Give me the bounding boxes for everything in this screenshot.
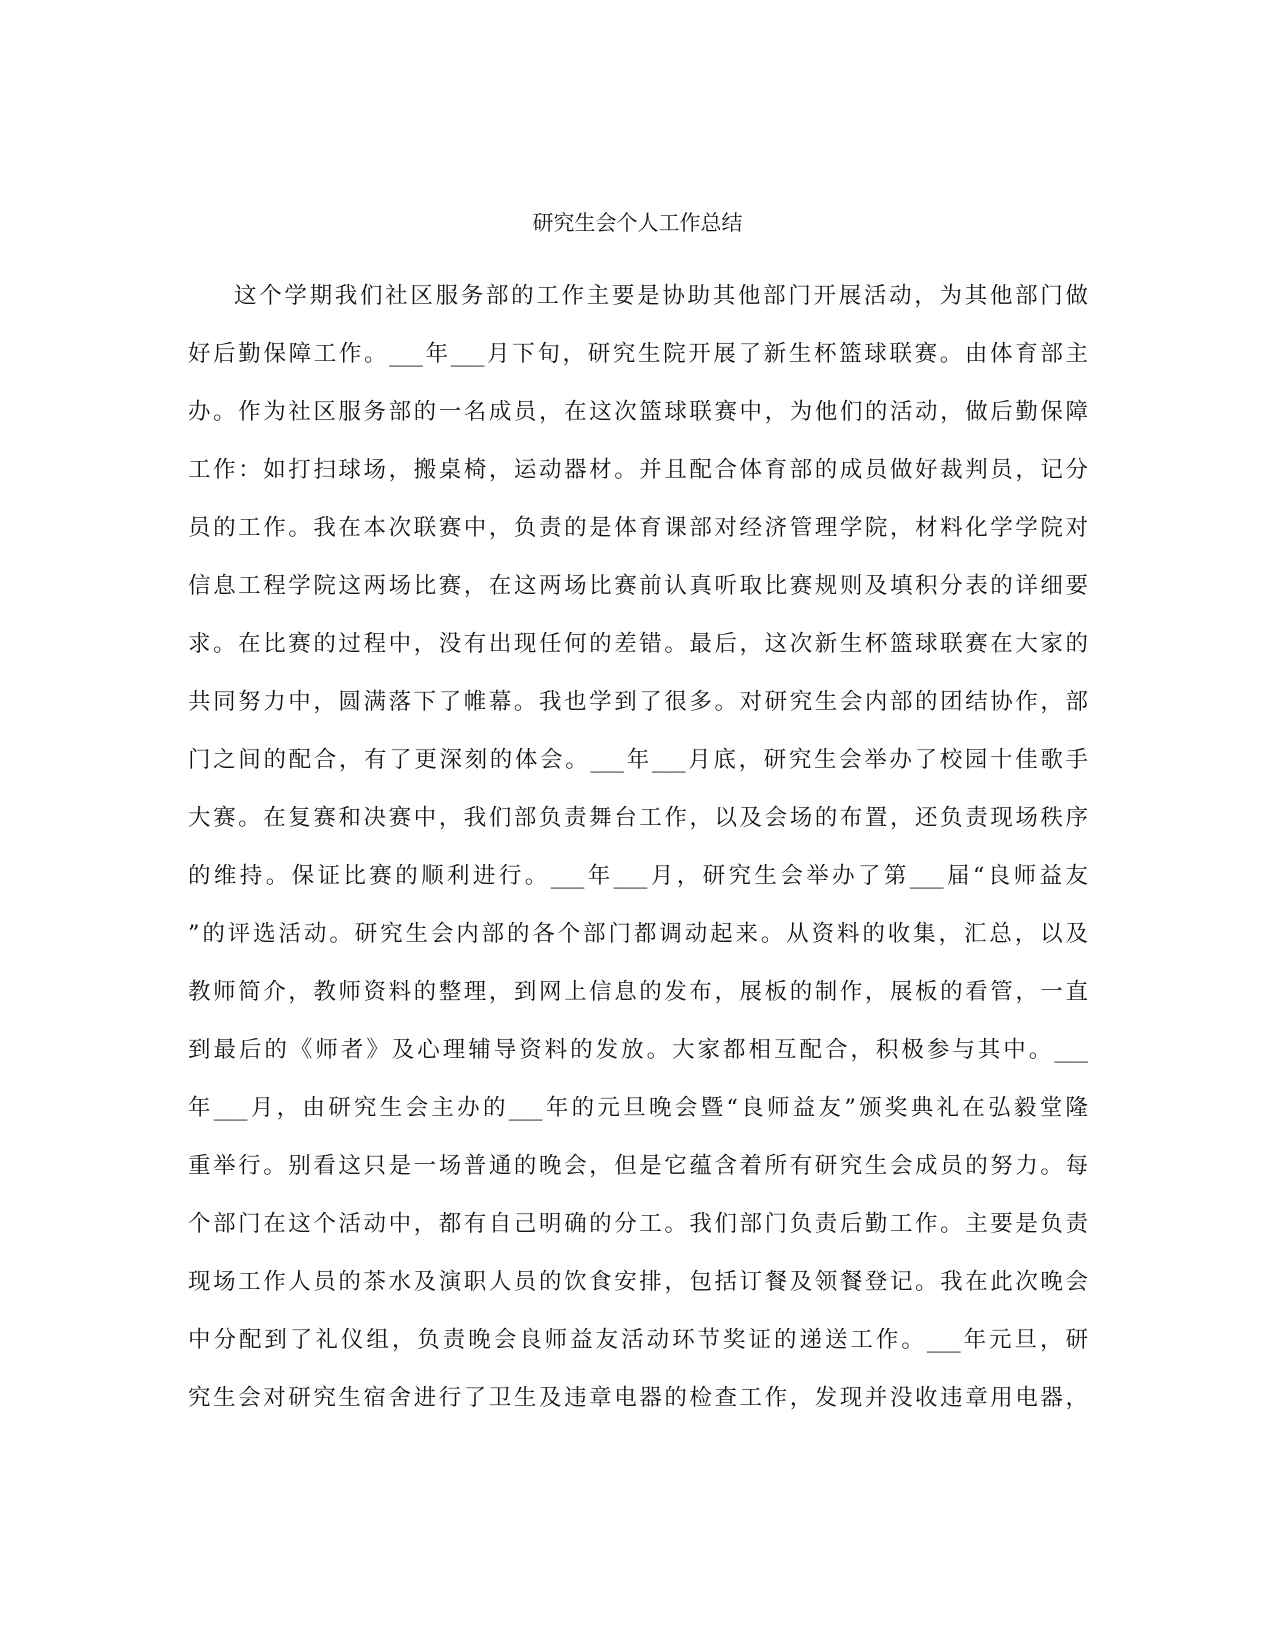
body-line: 的维持。保证比赛的顺利进行。___年___月，研究生会举办了第___届“良师益友	[188, 863, 1088, 889]
body-line: 重举行。别看这只是一场普通的晚会，但是它蕴含着所有研究生会成员的努力。每	[188, 1153, 1088, 1179]
body-line: 年___月，由研究生会主办的___年的元旦晚会暨“良师益友”颁奖典礼在弘毅堂隆	[188, 1095, 1088, 1121]
document-title: 研究生会个人工作总结	[532, 211, 743, 235]
body-line: ”的评选活动。研究生会内部的各个部门都调动起来。从资料的收集，汇总，以及	[188, 921, 1088, 947]
body-line: 工作：如打扫球场，搬桌椅，运动器材。并且配合体育部的成员做好裁判员，记分	[188, 457, 1088, 483]
body-line: 中分配到了礼仪组，负责晚会良师益友活动环节奖证的递送工作。___年元旦，研	[188, 1327, 1088, 1353]
body-line: 个部门在这个活动中，都有自己明确的分工。我们部门负责后勤工作。主要是负责	[188, 1211, 1088, 1237]
body-line: 门之间的配合，有了更深刻的体会。___年___月底，研究生会举办了校园十佳歌手	[188, 747, 1088, 773]
body-line: 现场工作人员的茶水及演职人员的饮食安排，包括订餐及领餐登记。我在此次晚会	[188, 1269, 1088, 1295]
body-line: 教师简介，教师资料的整理，到网上信息的发布，展板的制作，展板的看管，一直	[188, 979, 1088, 1005]
body-line: 大赛。在复赛和决赛中，我们部负责舞台工作，以及会场的布置，还负责现场秩序	[188, 805, 1088, 831]
body-line: 信息工程学院这两场比赛，在这两场比赛前认真听取比赛规则及填积分表的详细要	[188, 573, 1088, 599]
body-line: 共同努力中，圆满落下了帷幕。我也学到了很多。对研究生会内部的团结协作，部	[188, 689, 1088, 715]
body-line: 员的工作。我在本次联赛中，负责的是体育课部对经济管理学院，材料化学学院对	[188, 515, 1088, 541]
body-line: 好后勤保障工作。___年___月下旬，研究生院开展了新生杯篮球联赛。由体育部主	[188, 341, 1088, 367]
body-line: 这个学期我们社区服务部的工作主要是协助其他部门开展活动，为其他部门做	[234, 283, 1088, 309]
document-body	[188, 278, 1088, 1438]
body-line: 办。作为社区服务部的一名成员，在这次篮球联赛中，为他们的活动，做后勤保障	[188, 399, 1088, 425]
body-line: 究生会对研究生宿舍进行了卫生及违章电器的检查工作，发现并没收违章用电器，	[188, 1385, 1088, 1411]
body-line: 求。在比赛的过程中，没有出现任何的差错。最后，这次新生杯篮球联赛在大家的	[188, 631, 1088, 657]
body-line: 到最后的《师者》及心理辅导资料的发放。大家都相互配合，积极参与其中。___	[188, 1037, 1088, 1063]
